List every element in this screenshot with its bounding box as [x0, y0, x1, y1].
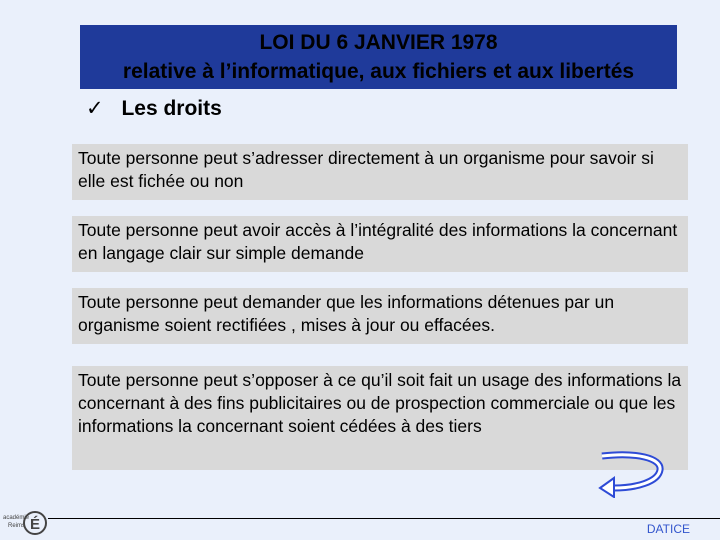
logo-line-1: académie [3, 515, 30, 521]
title-line-2: relative à l’informatique, aux fichiers et aux libertés [122, 60, 635, 83]
logo-line-2: Reims [8, 523, 26, 529]
right-box-4: Toute personne peut s’opposer à ce qu’il soit fait un usage des informations la concernant à des fins publicitaires ou de prospection commerciale ou que les informations la concernant soient cédées à des tiers [72, 366, 688, 470]
right-box-2: Toute personne peut avoir accès à l’intégralité des informations la concernant en langage clair sur simple demande [72, 216, 688, 272]
logo-letter: É [29, 516, 41, 533]
academie-reims-logo [2, 502, 48, 540]
title-line-1: LOI DU 6 JANVIER 1978 [259, 31, 498, 54]
checkmark-icon: ✓ [86, 97, 104, 120]
right-box-3: Toute personne peut demander que les informations détenues par un organisme soient rectifiées , mises à jour ou effacées. [72, 288, 688, 344]
footer-label: DATICE [646, 522, 690, 536]
right-box-1: Toute personne peut s’adresser directement à un organisme pour savoir si elle est fichée ou non [72, 144, 688, 200]
return-arrow-icon[interactable] [596, 450, 666, 498]
section-label: Les droits [121, 97, 222, 120]
section-heading [86, 96, 222, 121]
footer-divider [48, 518, 720, 519]
slide-title [80, 25, 677, 89]
